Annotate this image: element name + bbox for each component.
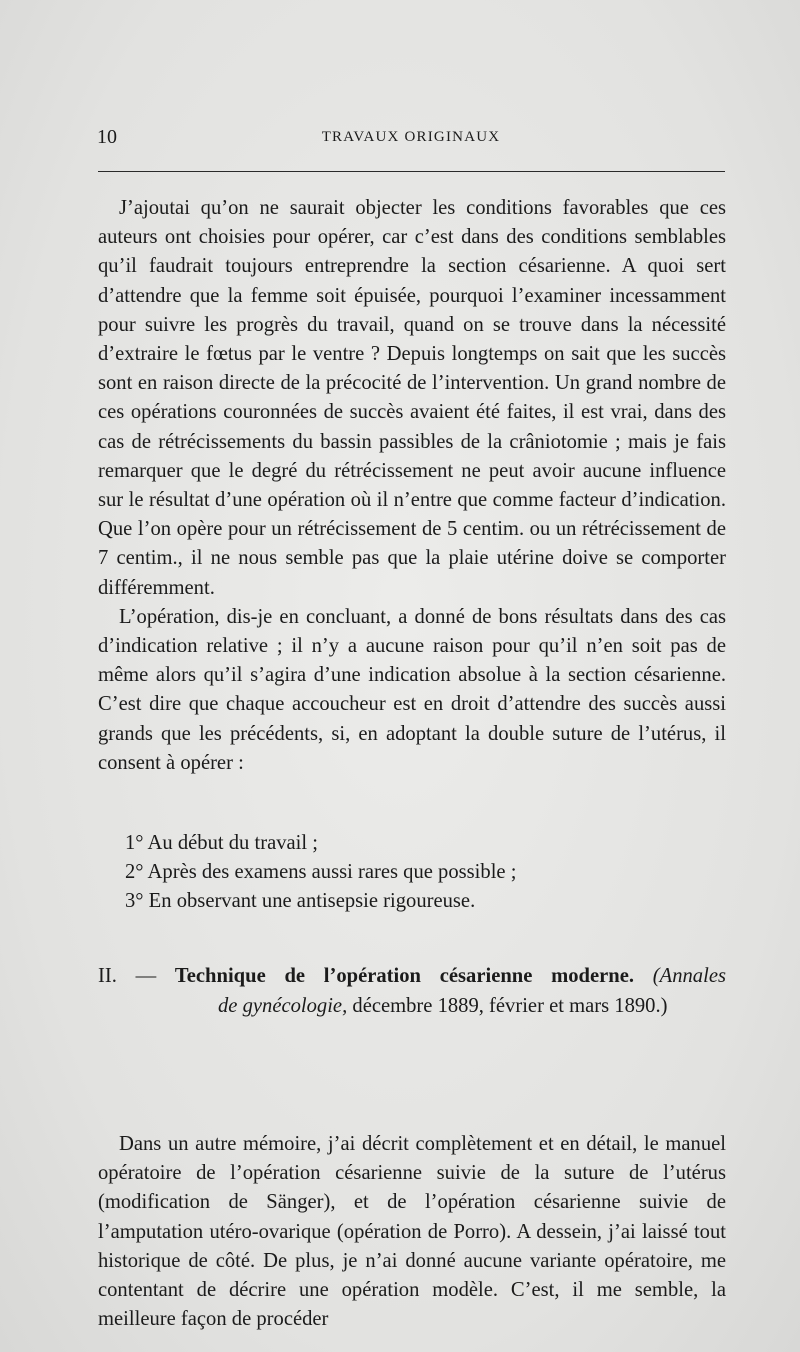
list-item: 2° Après des examens aussi rares que possible ; bbox=[125, 861, 517, 884]
paragraph: Dans un autre mémoire, j’ai décrit complètement et en détail, le manuel opératoire de l’opération césarienne suivie de la suture de l’utérus (modification de Sänger), et de l’opération césarienne suivie de l’amputation utéro-ovarique (opération de Porro). A dessein, j’ai laissé tout historique de côté. De plus, je n’ai donné aucune variante opératoire, me contentant de décrire une opération modèle. C’est, il me semble, la meilleure façon de procéder bbox=[98, 1133, 726, 1331]
list-item: 3° En observant une antisepsie rigoureuse. bbox=[125, 890, 476, 913]
paragraph: J’ajoutai qu’on ne saurait objecter les conditions favorables que ces auteurs ont choisies pour opérer, car c’est dans des conditions semblables qu’il faudrait toujours entreprendre la section césarienne. A quoi sert d’attendre que la femme soit épuisée, pourquoi l’examiner incessamment pour suivre les progrès du travail, quand on se trouve dans la nécessité d’extraire le fœtus par le ventre ? Depuis longtemps on sait que les succès sont en raison directe de la précocité de l’intervention. Un grand nombre de ces opérations couronnées de succès avaient été faites, il est vrai, dans des cas de rétrécissements du bassin passibles de la crâniotomie ; mais je fais remarquer que le degré du rétrécissement ne peut avoir aucune influence sur le résultat d’une opération où il n’entre que comme facteur d’indication. Que l’on opère pour un rétrécissement de 5 centim. ou un rétrécissement de 7 centim., il ne nous semble pas que la plaie utérine doive se comporter différemment. bbox=[98, 197, 726, 599]
section-heading-line bbox=[98, 961, 726, 991]
section-reference-line bbox=[98, 991, 726, 1021]
paragraph: L’opération, dis-je en concluant, a donné de bons résultats dans des cas d’indication relative ; il n’y a aucune raison pour qu’il n’en soit pas de même alors qu’il s’agira d’une indication absolue à la section césarienne. C’est dire que chaque accoucheur est en droit d’attendre des succès aussi grands que les précédents, si, en adoptant la double suture de l’utérus, il consent à opérer : bbox=[98, 605, 726, 774]
publication-dates: décembre 1889, février et mars 1890.) bbox=[352, 995, 668, 1017]
section-heading bbox=[98, 961, 726, 1021]
enumerated-list bbox=[98, 829, 726, 917]
journal-name: de gynécologie, bbox=[218, 995, 348, 1017]
page-header bbox=[97, 126, 725, 158]
text-block-top bbox=[98, 194, 726, 778]
text-block-bottom bbox=[98, 1130, 726, 1334]
section-title: Technique de l’opération césarienne moderne. bbox=[174, 965, 635, 987]
header-rule bbox=[98, 171, 725, 172]
list-item: 1° Au début du travail ; bbox=[125, 832, 318, 854]
journal-reference: (Annales bbox=[652, 965, 726, 987]
section-number: II. — bbox=[98, 965, 157, 987]
running-title: TRAVAUX ORIGINAUX bbox=[321, 129, 501, 145]
page-number: 10 bbox=[97, 126, 117, 148]
